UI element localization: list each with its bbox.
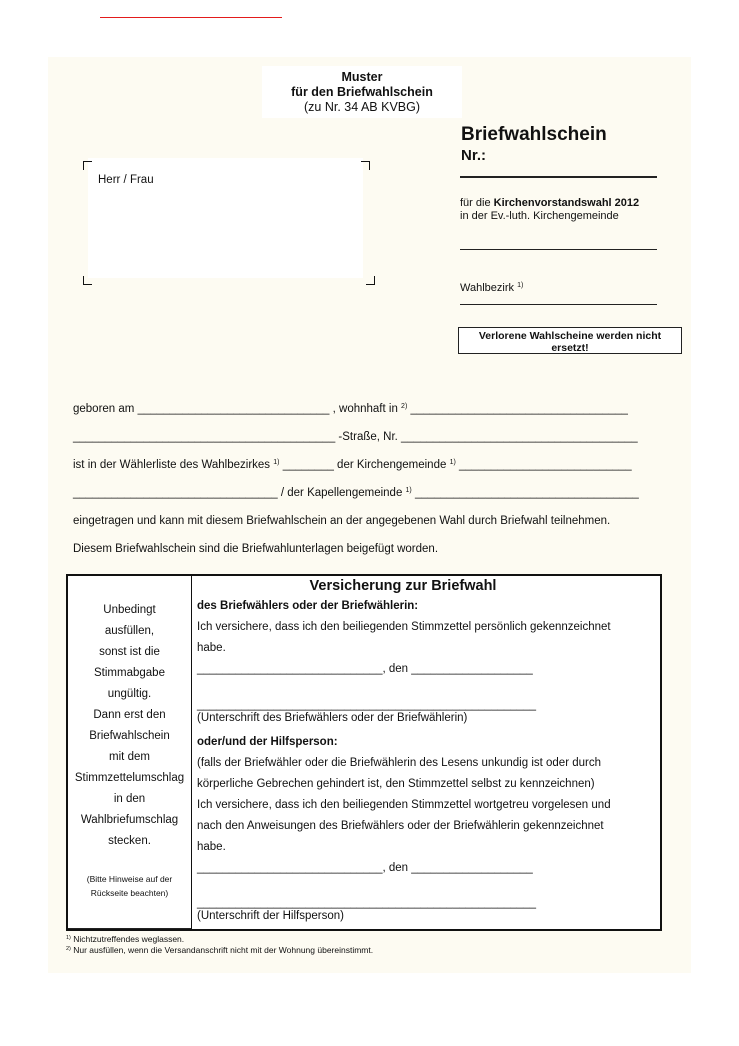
helper-condition-1: (falls der Briefwähler oder die Briefwählerin des Lesens unkundig ist oder durch — [197, 757, 601, 769]
helper-heading: oder/und der Hilfsperson: — [197, 736, 338, 748]
chapel-blank: ___________________________________ — [411, 487, 639, 499]
column-divider — [191, 576, 192, 929]
district-line — [460, 304, 657, 305]
voter-declaration-1: Ich versichere, dass ich den beiliegenden Stimmzettel persönlich gekennzeichnet — [197, 621, 611, 633]
helper-declaration-3: habe. — [197, 841, 226, 853]
district-label: Wahlbezirk — [460, 282, 514, 294]
instruction-line: in den — [113, 793, 146, 805]
instruction-line: Stimmzettelumschlag — [74, 772, 185, 784]
voter-signature-line: _____________________________________________________ — [197, 699, 536, 711]
helper-condition-2: körperliche Gebrechen gehindert ist, den Stimmzettel selbst zu kennzeichnen) — [197, 778, 595, 790]
footnote-2 — [66, 945, 373, 955]
instruction-line: Dann erst den — [93, 709, 166, 721]
voter-list-text: ist in der Wählerliste des Wahlbezirkes — [73, 459, 274, 471]
instruction-line: mit dem — [109, 751, 150, 763]
muster-line3: (zu Nr. 34 AB KVBG) — [303, 100, 420, 114]
enclosure-sentence: Diesem Briefwahlschein sind die Briefwahlunterlagen beigefügt worden. — [73, 543, 439, 555]
instruction-line: Wahlbriefumschlag — [80, 814, 179, 826]
document-title: Briefwahlschein — [461, 124, 607, 145]
helper-declaration-2: nach den Anweisungen des Briefwählers oder der Briefwählerin gekennzeichnet — [197, 820, 604, 832]
instruction-line: ungültig. — [107, 688, 152, 700]
footnote-ref: 1) — [449, 459, 456, 466]
corner-mark — [83, 161, 92, 170]
election-name: Kirchenvorstandswahl 2012 — [493, 197, 640, 209]
footnote-mark: 1) — [66, 935, 71, 941]
birth-residence-line — [73, 403, 628, 415]
chapel-line — [73, 487, 639, 499]
instruction-column — [68, 600, 191, 852]
muster-line1: Muster — [341, 70, 383, 84]
footnote-mark: 2) — [66, 946, 71, 952]
instruction-line: Briefwahlschein — [89, 730, 170, 742]
voter-heading: des Briefwählers oder der Briefwählerin: — [197, 600, 419, 612]
birth-text: geboren am ______________________________ , wohnhaft in — [73, 403, 402, 415]
warning-box — [458, 327, 682, 354]
red-rule — [100, 17, 282, 18]
instruction-line: sonst ist die — [99, 646, 160, 658]
election-line — [460, 196, 639, 210]
for-the-label: für die — [460, 197, 494, 209]
voter-declaration-2: habe. — [197, 642, 226, 654]
footnote-text: Nichtzutreffendes weglassen. — [70, 934, 185, 944]
registration-sentence: eingetragen und kann mit diesem Briefwahlschein an der angegebenen Wahl durch Briefwahl teilnehmen. — [73, 515, 611, 527]
footnote-ref: 1) — [517, 282, 524, 289]
instruction-line: Stimmabgabe — [94, 667, 165, 679]
salutation: Herr / Frau — [98, 174, 154, 186]
footnote-1 — [66, 934, 184, 944]
voter-signature-label: (Unterschrift des Briefwählers oder der Briefwählerin) — [197, 712, 468, 724]
street-line: _________________________________________ -Straße, Nr. _____________________________________ — [73, 431, 638, 443]
instruction-note: (Bitte Hinweise auf der Rückseite beachten) — [86, 874, 173, 898]
corner-mark — [83, 276, 92, 285]
district-row — [460, 279, 523, 295]
corner-mark — [366, 276, 375, 285]
helper-signature-line: _____________________________________________________ — [197, 897, 536, 909]
residence-blank: __________________________________ — [407, 403, 628, 415]
parish-line — [460, 249, 657, 250]
muster-line2: für den Briefwahlschein — [291, 85, 433, 99]
instruction-line: ausfüllen, — [104, 625, 155, 637]
instruction-line: Unbedingt — [103, 604, 156, 616]
corner-mark — [361, 161, 370, 170]
helper-signature-label: (Unterschrift der Hilfsperson) — [197, 910, 344, 922]
helper-declaration-1: Ich versichere, dass ich den beiliegenden Stimmzettel wortgetreu vorgelesen und — [197, 799, 611, 811]
parish-blank: ___________________________ — [455, 459, 632, 471]
parish-label: in der Ev.-luth. Kirchengemeinde — [460, 210, 619, 222]
chapel-text: ________________________________ / der Kapellengemeinde — [73, 487, 406, 499]
instruction-line: stecken. — [108, 835, 151, 847]
footnote-text: Nur ausfüllen, wenn die Versandanschrift nicht mit der Wohnung übereinstimmt. — [70, 945, 374, 955]
footnote-ref: 1) — [405, 487, 412, 494]
footnote-ref: 1) — [273, 459, 280, 466]
parish-text: ________ der Kirchengemeinde — [279, 459, 450, 471]
declaration-title: Versicherung zur Briefwahl — [309, 578, 497, 594]
number-label: Nr.: — [461, 147, 487, 164]
helper-place-date: _____________________________, den ___________________ — [197, 862, 533, 874]
warning-text: Verlorene Wahlscheine werden nicht ersetzt! — [478, 330, 662, 354]
column-bottom-line — [68, 928, 191, 929]
voter-list-line — [73, 459, 632, 471]
muster-heading — [262, 66, 462, 118]
footnote-ref: 2) — [401, 403, 408, 410]
number-line — [460, 176, 657, 178]
voter-place-date: _____________________________, den ___________________ — [197, 663, 533, 675]
